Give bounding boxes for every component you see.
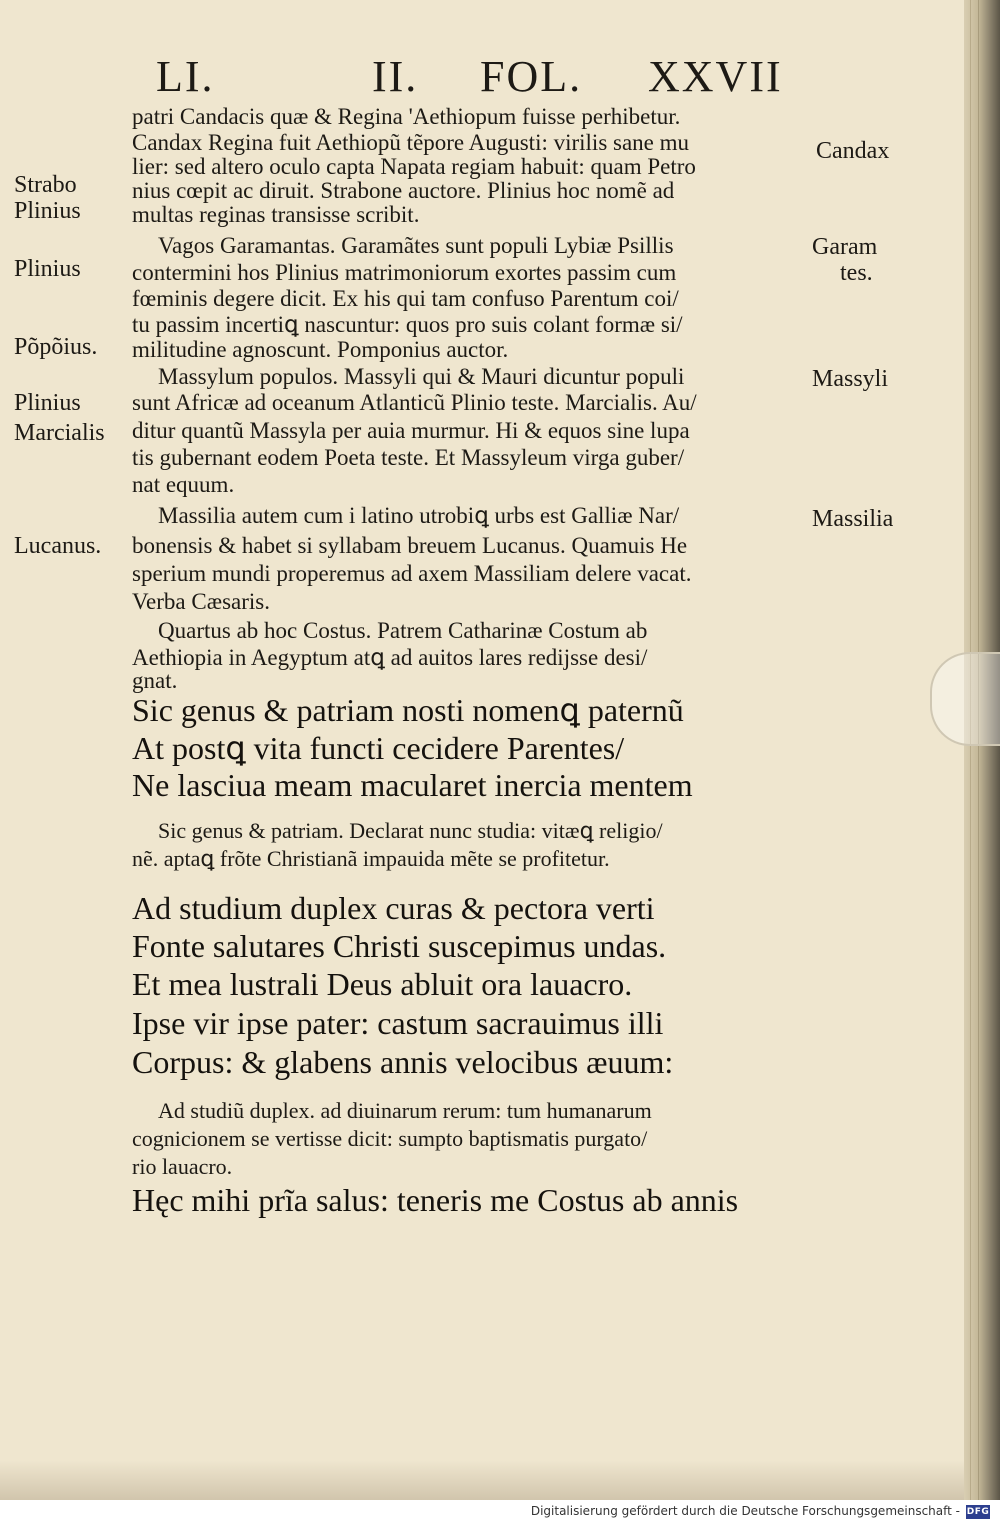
margin-note: Massilia — [812, 506, 894, 532]
margin-note: Garam — [812, 234, 878, 260]
header-book: LI. — [156, 52, 215, 101]
text-line: Massilia autem cum i latino utrobiꝗ urbs est Galliæ Nar/ — [158, 503, 680, 528]
running-header — [0, 52, 1000, 102]
verse-line: Ipse vir ipse pater: castum sacrauimus illi — [132, 1005, 664, 1041]
verse-line: Sic genus & patriam nosti nomenꝗ paternũ — [132, 692, 684, 728]
margin-note: Lucanus. — [14, 533, 102, 559]
margin-note: tes. — [840, 260, 873, 286]
text-line: lier: sed altero oculo capta Napata regiam habuit: quam Petro — [132, 154, 696, 179]
verse-line: Fonte salutares Christi suscepimus undas. — [132, 928, 667, 964]
verse-line: Hęc mihi prĩa salus: teneris me Costus ab annis — [132, 1182, 739, 1218]
text-line: Vagos Garamantas. Garamãtes sunt populi Lybiæ Psillis — [158, 233, 674, 258]
text-line: sunt Africæ ad oceanum Atlanticũ Plinio teste. Marcialis. Au/ — [132, 390, 697, 415]
text-line: nius cœpit ac diruit. Strabone auctore. Plinius hoc nomẽ ad — [132, 178, 675, 203]
margin-note: Plinius — [14, 390, 81, 416]
text-line: bonensis & habet si syllabam breuem Lucanus. Quamuis He — [132, 533, 688, 558]
header-folio-number: XXVII — [648, 52, 783, 101]
text-line: nat equum. — [132, 472, 235, 497]
margin-note: Candax — [816, 138, 890, 164]
verse-line: Ne lasciua meam macularet inercia mentem — [132, 767, 693, 803]
text-line: patri Candacis quæ & Regina 'Aethiopum fuisse perhibetur. — [132, 104, 681, 129]
margin-note: Põpõius. — [14, 334, 98, 360]
text-line: Verba Cæsaris. — [132, 589, 270, 614]
text-line: sperium mundi properemus ad axem Massiliam delere vacat. — [132, 561, 692, 586]
dfg-logo: DFG — [966, 1507, 990, 1517]
text-line: fœminis degere dicit. Ex his qui tam confuso Parentum coi/ — [132, 286, 679, 311]
text-line: Sic genus & patriam. Declarat nunc studia: vitæꝗ religio/ — [158, 818, 663, 843]
text-line: multas reginas transisse scribit. — [132, 202, 420, 227]
margin-note: Massyli — [812, 366, 889, 392]
text-line: Candax Regina fuit Aethiopũ tẽpore Augusti: virilis sane mu — [132, 130, 690, 155]
funding-credit: Digitalisierung gefördert durch die Deutsche Forschungsgemeinschaft - — [530, 1504, 960, 1518]
text-line: contermini hos Plinius matrimoniorum exortes passim cum — [132, 260, 677, 285]
text-line: Aethiopia in Aegyptum atꝗ ad auitos lares redijsse desi/ — [132, 645, 648, 670]
text-line: militudine agnoscunt. Pomponius auctor. — [132, 337, 509, 362]
text-line: cognicionem se vertisse dicit: sumpto baptismatis purgato/ — [132, 1126, 648, 1151]
text-line: ditur quantũ Massyla per auia murmur. Hi & equos sine lupa — [132, 418, 690, 443]
verse-line: Ad studium duplex curas & pectora verti — [132, 890, 655, 926]
header-fol: FOL. — [480, 52, 583, 101]
verse-line: Corpus: & glabens annis velocibus æuum: — [132, 1044, 674, 1080]
verse-line: At postꝗ vita functi cecidere Parentes/ — [132, 730, 625, 766]
footer-bar — [0, 1500, 1000, 1524]
text-line: Massylum populos. Massyli qui & Mauri dicuntur populi — [158, 364, 685, 389]
text-line: tis gubernant eodem Poeta teste. Et Massyleum virga guber/ — [132, 445, 685, 470]
header-chapter: II. — [372, 52, 419, 101]
text-line: Quartus ab hoc Costus. Patrem Catharinæ Costum ab — [158, 618, 648, 643]
page-shadow — [0, 1460, 964, 1500]
text-line: nẽ. aptaꝗ frõte Christianã impauida mẽte se profitetur. — [132, 846, 610, 871]
page-edge — [964, 0, 1000, 1500]
margin-note: Plinius — [14, 256, 81, 282]
margin-note: Plinius — [14, 198, 81, 224]
text-line: gnat. — [132, 668, 178, 693]
text-line: rio lauacro. — [132, 1154, 233, 1179]
margin-note: Strabo — [14, 172, 77, 198]
margin-note: Marcialis — [14, 420, 105, 446]
page-clip — [930, 652, 1000, 746]
verse-line: Et mea lustrali Deus abluit ora lauacro. — [132, 966, 633, 1002]
text-line: Ad studiũ duplex. ad diuinarum rerum: tum humanarum — [158, 1098, 652, 1123]
text-line: tu passim incertiꝗ nascuntur: quos pro suis colant formæ si/ — [132, 312, 683, 337]
